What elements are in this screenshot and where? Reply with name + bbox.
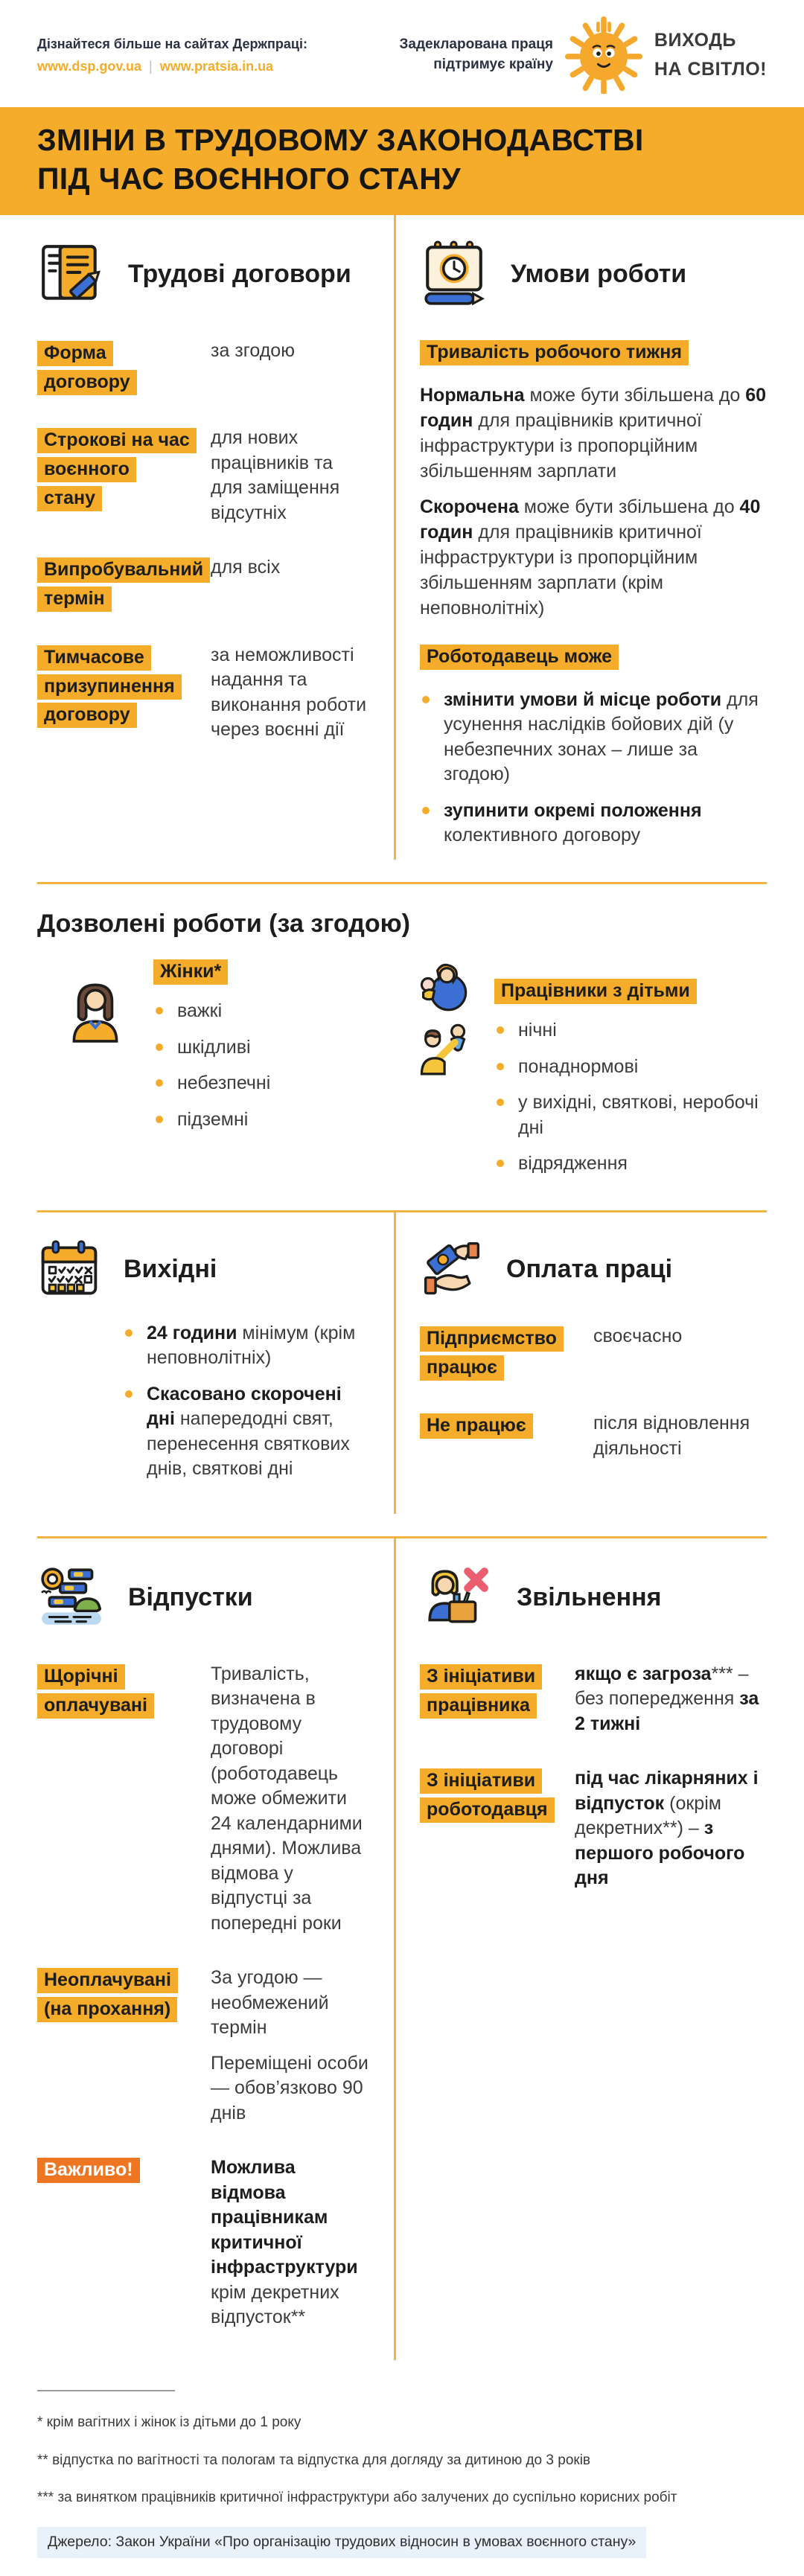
- father-with-child-icon: [415, 1020, 470, 1076]
- row-text: для нових працівників та для заміщення відсутніх: [211, 427, 340, 523]
- section-allowed-works: [37, 910, 767, 1188]
- section-dismissal: [415, 1538, 767, 2360]
- women-work-list: [153, 999, 270, 1132]
- section-vacations: [37, 1538, 396, 2360]
- list-item: підземні: [153, 1108, 270, 1133]
- payment-row-not-working: [420, 1411, 767, 1461]
- important-badge: Важливо!: [37, 2158, 140, 2183]
- weekends-list: [123, 1321, 368, 1482]
- brand-slogan: Задекларована праця підтримує країну: [399, 36, 553, 72]
- row-text: Переміщені особи — обов’язково 90 днів: [211, 2052, 368, 2123]
- row-label: Підприємство працює: [420, 1326, 564, 1381]
- row-label: Форма договору: [37, 341, 137, 395]
- link-separator: |: [149, 58, 153, 74]
- section-work-conditions: [415, 215, 767, 860]
- dismissal-title: Звільнення: [517, 1583, 662, 1612]
- list-item: понаднормові: [494, 1055, 767, 1080]
- row-strong-text: Можлива відмова працівникам критичної інфраструктури: [211, 2157, 358, 2278]
- contract-row-fixed-term: [37, 426, 368, 525]
- row-text: своєчасно: [593, 1325, 683, 1346]
- work-week-duration-label: Тривалість робочого тижня: [420, 340, 689, 365]
- row-text: якщо є загроза*** – без попередження за 2 тижні: [575, 1663, 759, 1734]
- source-note: Джерело: Закон України «Про організацію трудових відносин в умовах воєнного стану»: [37, 2527, 646, 2558]
- workers-with-children-label: Працівники з дітьми: [494, 979, 697, 1004]
- page-title-line2: ПІД ЧАС ВОЄННОГО СТАНУ: [37, 162, 461, 196]
- section-payment: [415, 1212, 767, 1514]
- dismissal-row-employer: [420, 1766, 767, 1891]
- payment-title: Оплата праці: [506, 1255, 673, 1284]
- document-pencil-icon: [37, 240, 106, 309]
- row-label: Строкові на час воєнного стану: [37, 428, 197, 511]
- calendar-clock-pencil-icon: [420, 240, 488, 309]
- sun-tools-logo-icon: [565, 16, 642, 94]
- link-dsp-gov-ua[interactable]: www.dsp.gov.ua: [37, 58, 142, 74]
- vacation-row-important: [37, 2155, 368, 2330]
- contract-row-suspension: [37, 643, 368, 743]
- hands-money-icon: [420, 1238, 484, 1302]
- contracts-title: Трудові договори: [128, 260, 351, 289]
- vacations-title: Відпустки: [128, 1583, 253, 1612]
- header-info-block: [37, 36, 307, 74]
- footnote-1: * крім вагітних і жінок із дітьми до 1 року: [37, 2414, 302, 2430]
- link-pratsia-in-ua[interactable]: www.pratsia.in.ua: [159, 58, 274, 74]
- allowed-works-title: Дозволені роботи (за згодою): [37, 909, 410, 938]
- row-label: Випробувальний термін: [37, 557, 210, 612]
- section-contracts: [37, 215, 396, 860]
- row-label: Неоплачувані (на прохання): [37, 1968, 178, 2022]
- row-text: Тривалість, визначена в трудовому договорі (роботодавець може обмежити 24 календарними днями). Можлива відмова у відпустці за попередні роки: [211, 1663, 363, 1934]
- mother-with-baby-icon: [415, 958, 470, 1013]
- row-text: для всіх: [211, 557, 281, 578]
- contract-row-probation: [37, 555, 368, 613]
- woman-icon: [61, 976, 130, 1044]
- workers-with-children-block: [415, 958, 767, 1188]
- row-text: після відновлення діяльності: [593, 1413, 750, 1459]
- conditions-title: Умови роботи: [511, 260, 687, 289]
- brand-wordmark: ВИХОДЬ НА СВІТЛО!: [654, 30, 767, 80]
- dismissal-row-employee: [420, 1662, 767, 1737]
- title-banner: [0, 107, 804, 215]
- payment-row-working: [420, 1324, 767, 1382]
- row-text: під час лікарняних і відпусток (окрім декретних**) – з першого робочого дня: [575, 1768, 759, 1889]
- page-header: [0, 0, 804, 107]
- normal-week-text: Нормальна може бути збільшена до 60 годин для працівників критичної інфраструктури із пропорційним збільшенням зарплати: [420, 385, 767, 482]
- footnote-rule: [37, 2390, 175, 2391]
- women-label: Жінки*: [153, 959, 228, 985]
- footnote-3: *** за винятком працівників критичної інфраструктури або залучених до суспільно корисних робіт: [37, 2490, 677, 2506]
- row-label: Не працює: [420, 1413, 533, 1439]
- dismissal-woman-box-icon: [420, 1564, 494, 1632]
- row-label: З ініціативи працівника: [420, 1664, 542, 1719]
- list-item: нічні: [494, 1018, 767, 1043]
- employer-can-list: [420, 688, 767, 848]
- calendar-checks-icon: [37, 1238, 101, 1302]
- content-area: [0, 215, 804, 2576]
- section-divider: [37, 882, 767, 884]
- contract-row-form: [37, 339, 368, 397]
- row-text: за згодою: [211, 339, 295, 361]
- vacation-row-annual: [37, 1662, 368, 1937]
- weekends-title: Вихідні: [124, 1255, 217, 1284]
- women-block: [37, 958, 396, 1188]
- list-item: змінити умови й місце роботи для усунення наслідків бойових дій (у небезпечних зонах – лише за згодою): [420, 688, 767, 787]
- list-item: зупинити окремі положення колективного договору: [420, 799, 767, 848]
- children-work-list: [494, 1018, 767, 1177]
- list-item: відрядження: [494, 1151, 767, 1177]
- list-item: 24 години мінімум (крім неповнолітніх): [123, 1321, 368, 1371]
- footnote-2: ** відпустка по вагітності та пологам та відпустка для догляду за дитиною до 3 років: [37, 2452, 591, 2468]
- row-text: за неможливості надання та виконання роботи через воєнні дії: [211, 644, 367, 741]
- employer-can-label: Роботодавець може: [420, 645, 619, 670]
- list-item: важкі: [153, 999, 270, 1024]
- row-normal-text: крім декретних відпусток**: [211, 2281, 339, 2328]
- header-brand-block: [400, 16, 768, 94]
- list-item: у вихідні, святкові, неробочі дні: [494, 1090, 767, 1140]
- row-label: Щорічні оплачувані: [37, 1664, 154, 1719]
- list-item: шкідливі: [153, 1035, 270, 1061]
- reduced-week-text: Скорочена може бути збільшена до 40 годин для працівників критичної інфраструктури із пропорційним збільшенням зарплати (крім неповнолітніх): [420, 496, 761, 619]
- vacation-row-unpaid: [37, 1966, 368, 2126]
- beach-vacation-icon: [37, 1564, 106, 1632]
- list-item: небезпечні: [153, 1071, 270, 1096]
- row-text: За угодою — необмежений термін: [211, 1967, 329, 2039]
- header-info-text: Дізнайтеся більше на сайтах Держпраці:: [37, 36, 307, 51]
- page-title-line1: ЗМІНИ В ТРУДОВОМУ ЗАКОНОДАВСТВІ: [37, 123, 644, 157]
- row-label: Тимчасове призупинення договору: [37, 645, 182, 729]
- row-label: З ініціативи роботодавця: [420, 1768, 555, 1823]
- section-weekends: [37, 1212, 396, 1514]
- list-item: Скасовано скорочені дні напередодні свят, перенесення святкових днів, святкові дні: [123, 1382, 368, 1482]
